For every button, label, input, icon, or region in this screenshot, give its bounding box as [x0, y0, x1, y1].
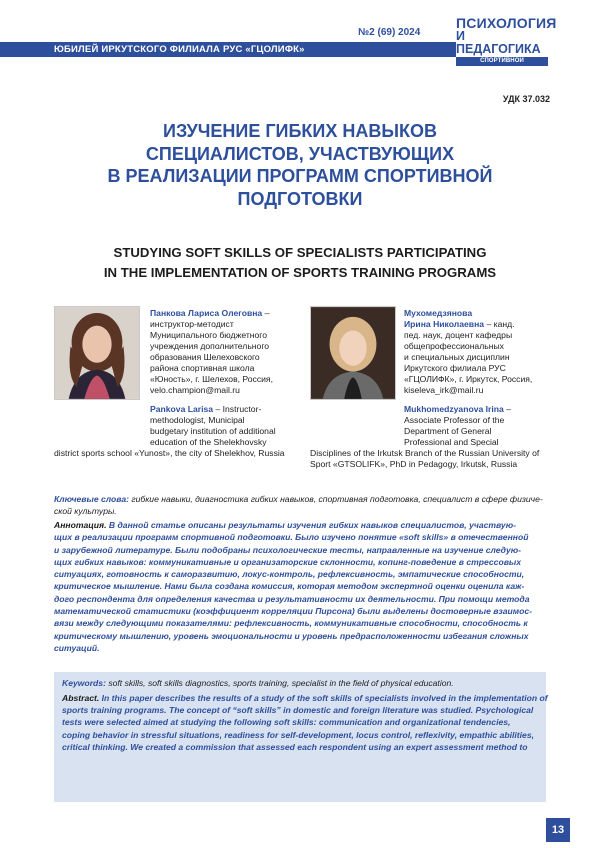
title-ru-line: ИЗУЧЕНИЕ ГИБКИХ НАВЫКОВ	[163, 121, 437, 141]
abstract-ru-line: критическому мышлению, уровень эмоциональности и уровень предрасположенности избегания сложных	[54, 630, 529, 641]
author2-en-line: Disciplines of the Irkutsk Branch of the Russian University of	[310, 448, 540, 458]
author2-name-ru-line2: Ирина Николаевна	[404, 319, 485, 329]
author1-ru-line: района спортивная школа	[150, 363, 255, 373]
abstract-ru-line: математической статистики (коэффициент корреляции Пирсона) были выделены достоверные взаимос-	[54, 606, 532, 617]
keywords-en-label: Keywords:	[62, 678, 106, 688]
journal-logo-line1: ПСИХОЛОГИЯ	[456, 15, 557, 31]
author2-ru-line: «ГЦОЛИФК», г. Иркутск, Россия,	[404, 374, 533, 384]
author1-ru-line: образования Шелеховского	[150, 352, 260, 362]
abstract-ru-line: щих гибких навыков: коммуникативные и организаторские склонности, копинг-поведение в стрессовых	[54, 556, 522, 567]
article-title-en	[60, 243, 540, 283]
abstract-ru-line: ситуациях, готовность к саморазвитию, локус-контроль, рефлексивность, эмпатические способности,	[54, 569, 525, 580]
abstract-ru-label: Аннотация.	[54, 520, 107, 530]
keywords-ru-line: ской культуры.	[54, 506, 117, 516]
author1-info-en-last	[54, 448, 285, 459]
abstract-ru-line: щих в реализации программ спортивной подготовки. Было изучено понятие «soft skills» в отечественной	[54, 532, 529, 543]
abstract-ru-line: вязи между следующими показателями: рефлексивность, коммуникативные способности, способность к	[54, 618, 528, 629]
author1-en-line: methodologist, Municipal	[150, 415, 245, 425]
issue-number: №2 (69) 2024	[358, 27, 421, 38]
author1-en-line: district sports school «Yunost», the city of Shelekhov, Russia	[54, 448, 285, 458]
journal-logo-line2: И ПЕДАГОГИКА	[456, 29, 541, 56]
author1-portrait-image	[55, 307, 139, 399]
author1-ru-line: Муниципального бюджетного	[150, 330, 268, 340]
author1-email: velo.champion@mail.ru	[150, 385, 240, 395]
author2-portrait-image	[311, 307, 395, 399]
header-section-title: ЮБИЛЕЙ ИРКУТСКОГО ФИЛИАЛА РУС «ГЦОЛИФК»	[54, 44, 305, 55]
abstract-en-line: critical thinking. We created a commission that assessed each respondent using an expert assessment method to	[62, 741, 528, 752]
title-en-line: STUDYING SOFT SKILLS OF SPECIALISTS PARTICIPATING	[113, 245, 487, 260]
abstract-en-line: tests were selected aimed at studying the following soft skills: communication and organizational tendencies,	[62, 717, 511, 728]
page-number: 13	[546, 818, 570, 842]
author1-photo	[54, 306, 140, 400]
abstract-ru: Аннотация. В данной статье описаны результаты изучения гибких навыков специалистов, участвую- щих в реализации программ спортивной подготовки. Было изучено понятие «soft skills» в отечественной и зарубежной литературе. Были подобраны психологические тесты, направленные на изучение следую- щих гибких навыков: коммуникативные и организаторские склонности, копинг-поведение в стрессовых ситуациях, готовность к саморазвитию, локус-контроль, рефлексивность, эмпатические способности, критическое мышление. Нами была создана комиссия, которая методом экспертной оценки оценила каж- дого респондента для определения качества и результативности их деятельности. При помощи метода математической статистики (коэффициент корреляции Пирсона) были выделены достоверные взаимос- вязи между следующими показателями: рефлексивность, коммуникативные способности, способность к критическому мышлению, уровень эмоциональности и уровень предрасположенности избегания сложных ситуаций.	[54, 519, 554, 654]
author2-ru-line: Иркутского филиала РУС	[404, 363, 506, 373]
journal-logo-line3: СПОРТИВНОЙ ДЕЯТЕЛЬНОСТИ	[456, 57, 548, 66]
author2-info-ru: Мухомедзянова Ирина Николаевна – канд. пед. наук, доцент кафедры общепрофессиональных и специальных дисциплин Иркутского филиала РУС «ГЦОЛИФК», г. Иркутск, Россия, kiseleva_irk@mail.ru	[404, 308, 533, 395]
author2-ru-line: и специальных дисциплин	[404, 352, 510, 362]
author2-ru-line: пед. наук, доцент кафедры	[404, 330, 513, 340]
author1-ru-line: «Юность», г. Шелехов, Россия,	[150, 374, 273, 384]
udk-code: УДК 37.032	[502, 94, 550, 104]
abstract-ru-line: дого респондента для определения качества и результативности их деятельности. При помощи метода	[54, 593, 530, 604]
keywords-ru-label: Ключевые слова:	[54, 494, 129, 504]
author1-ru-line: учреждения дополнительного	[150, 341, 270, 351]
author1-ru-line: инструктор-методист	[150, 319, 234, 329]
title-ru-line: ПОДГОТОВКИ	[237, 188, 363, 209]
author1-en-line: budgetary institution of additional	[150, 426, 276, 436]
author2-name-ru-line1: Мухомедзянова	[404, 308, 473, 318]
author2-en-line: Department of General	[404, 426, 492, 436]
abstract-ru-line: и зарубежной литературе. Были подобраны психологические тесты, направленные на изучение следую-	[54, 544, 522, 555]
abstract-ru-line: ситуаций.	[54, 642, 100, 653]
journal-logo	[456, 15, 557, 73]
abstract-ru-line: критическое мышление. Нами была создана комиссия, которая методом экспертной оценки оценила каж-	[54, 581, 525, 592]
keywords-en: Keywords: soft skills, soft skills diagnostics, sports training, specialist in the field of physical education.	[62, 678, 454, 688]
author2-name-en: Mukhomedzyanova Irina	[404, 404, 504, 414]
abstract-en-line: coping behavior in stressful situations, readiness for self-development, locus control, reflexivity, empathic abilities,	[62, 729, 534, 740]
author2-email: kiseleva_irk@mail.ru	[404, 385, 484, 395]
author1-en-line: education of the Shelekhovsky	[150, 437, 267, 447]
author2-en-line: Sport «GTSOLIFK», PhD in Pedagogy, Irkutsk, Russia	[310, 459, 518, 469]
author2-photo	[310, 306, 396, 400]
author2-info-en: Mukhomedzyanova Irina – Associate Professor of the Department of General Professional and Special	[404, 404, 511, 447]
article-title-ru	[60, 120, 540, 210]
title-ru-line: СПЕЦИАЛИСТОВ, УЧАСТВУЮЩИХ	[145, 143, 455, 164]
abstract-en: Abstract. In this paper describes the results of a study of the soft skills of specialists involved in the implementation of sports training programs. The concept of “soft skills” in domestic and foreign literature was studied. Psychological tests were selected aimed at studying the following soft skills: communication and organizational tendencies, coping behavior in stressful situations, readiness for self-development, locus control, reflexivity, empathic abilities, critical thinking. We created a commission that assessed each respondent using an expert assessment method to	[62, 693, 548, 752]
keywords-ru: Ключевые слова: гибкие навыки, диагностика гибких навыков, спортивная подготовка, специалист в сфере физиче- ской культуры.	[54, 493, 554, 517]
author1-name-ru: Панкова Лариса Олеговна	[150, 308, 263, 318]
english-abstract-box	[54, 672, 546, 802]
author2-ru-line: общепрофессиональных	[404, 341, 504, 351]
abstract-en-line: sports training programs. The concept of “soft skills” in domestic and foreign literature was studied. Psychological	[62, 705, 534, 716]
author1-info-ru: Панкова Лариса Олеговна – инструктор-методист Муниципального бюджетного учреждения дополнительного образования Шелеховского района спортивная школа «Юность», г. Шелехов, Россия, velo.champion@mail.ru	[150, 308, 273, 395]
author1-name-en: Pankova Larisa	[150, 404, 214, 414]
title-ru-line: В РЕАЛИЗАЦИИ ПРОГРАММ СПОРТИВНОЙ	[107, 166, 493, 186]
author1-info-en: Pankova Larisa – Instructor- methodologist, Municipal budgetary institution of additional education of the Shelekhovsky	[150, 404, 276, 447]
author2-en-line: Associate Professor of the	[404, 415, 505, 425]
author2-info-en-last	[310, 448, 539, 470]
abstract-en-label: Abstract.	[62, 693, 100, 703]
author2-en-line: Professional and Special	[404, 437, 499, 447]
title-en-line: IN THE IMPLEMENTATION OF SPORTS TRAINING PROGRAMS	[103, 265, 497, 280]
